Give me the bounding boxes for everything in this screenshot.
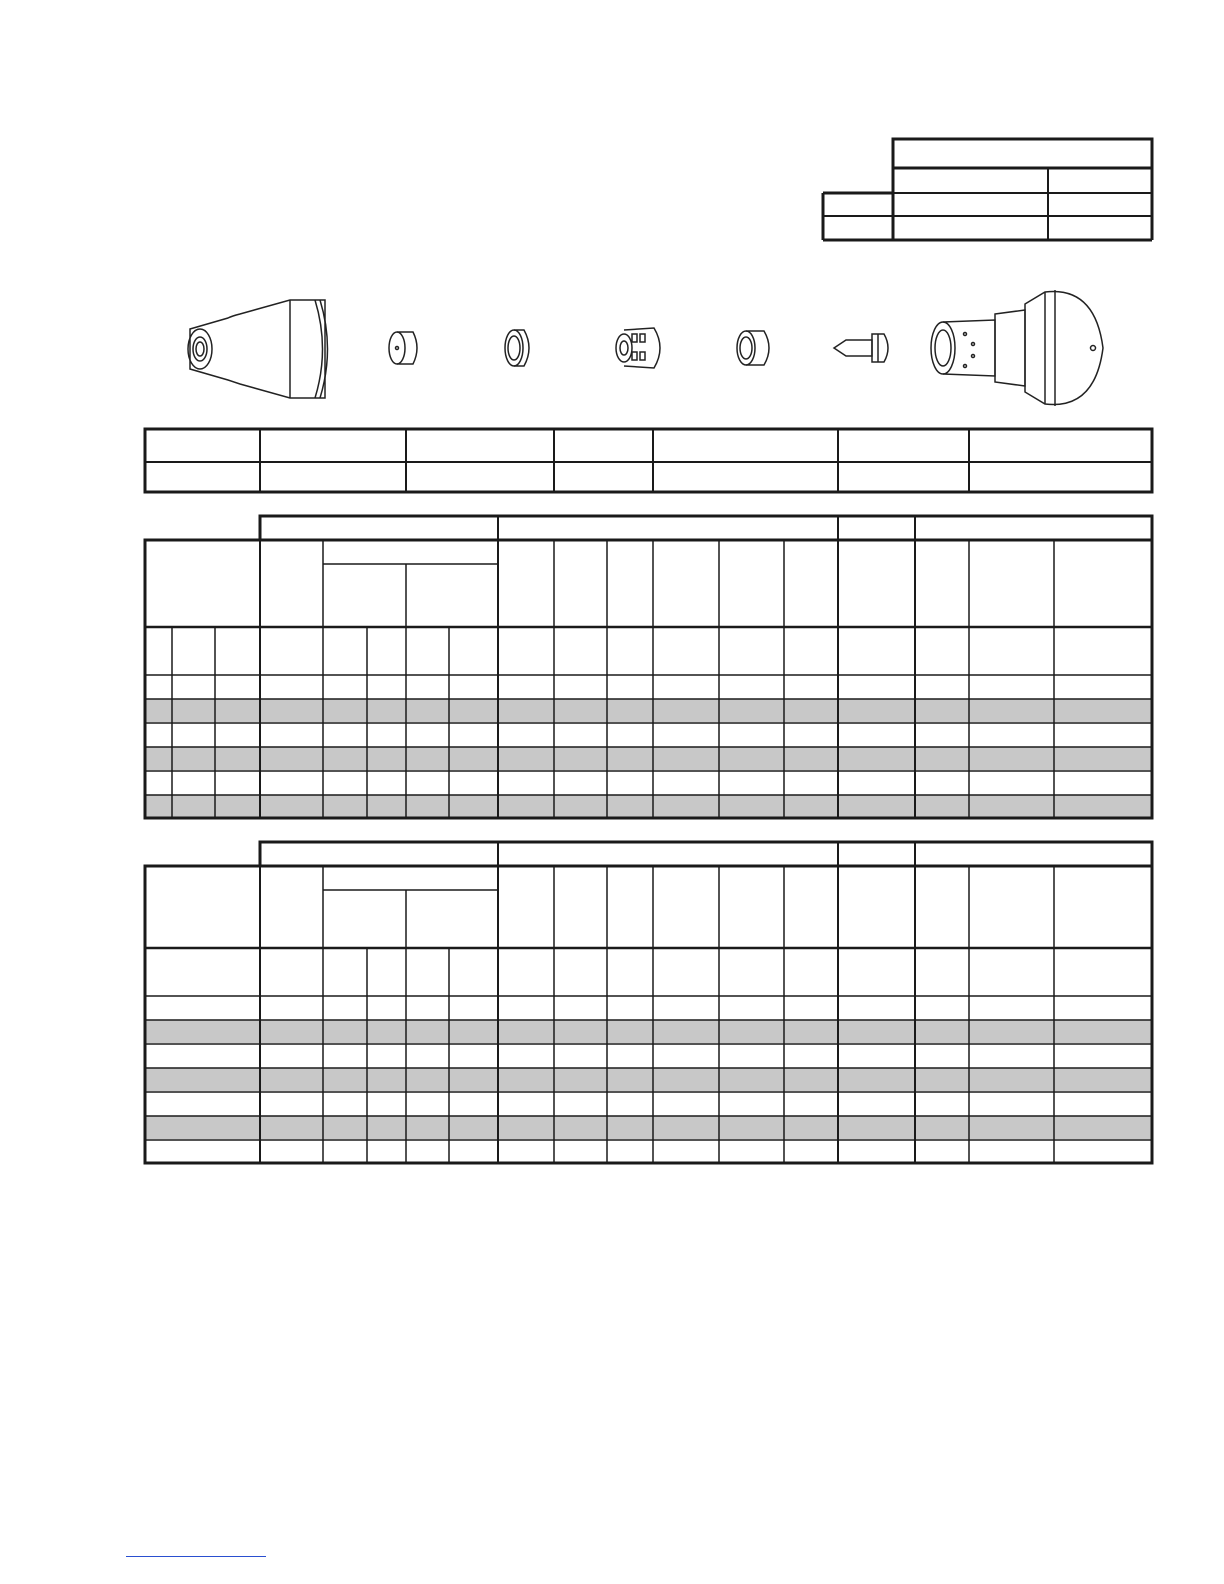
cut-chart-table-imperial xyxy=(143,840,1155,1168)
retaining-ring-icon xyxy=(505,330,529,366)
part-numbers-table xyxy=(143,427,1155,497)
shield-cap-icon xyxy=(188,300,328,398)
swirl-ring-icon xyxy=(737,331,769,365)
torch-body-icon xyxy=(931,290,1103,406)
shield-icon xyxy=(389,332,417,364)
cut-chart-table-metric xyxy=(143,514,1155,822)
gas-table-lines xyxy=(820,136,1156,244)
footer-link[interactable] xyxy=(126,1556,266,1559)
electrode-icon xyxy=(834,334,888,362)
consumables-illustration xyxy=(180,286,1110,412)
nozzle-icon xyxy=(616,328,660,368)
